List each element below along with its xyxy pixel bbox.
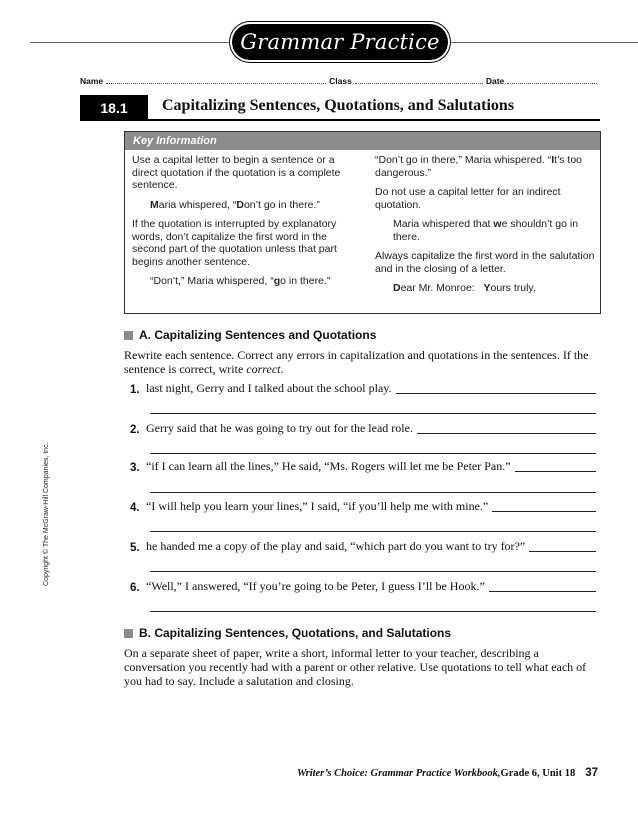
worksheet-banner: Grammar Practice (232, 24, 448, 60)
page-footer (297, 767, 598, 779)
answer-line[interactable] (150, 492, 596, 493)
example-text: Maria whispered that we shouldn’t go in there. (393, 218, 579, 243)
section-b-heading: B. Capitalizing Sentences, Quotations, and Salutations (124, 626, 451, 640)
exercise-item: 2. Gerry said that he was going to try out for the lead role. (130, 420, 596, 436)
rule-text: If the quotation is interrupted by explanatory words, don’t capitalize the first word in the second part of the quotation unless that part begins another sentence. (132, 218, 337, 268)
key-info-right-column (375, 154, 595, 302)
class-label: Class (329, 76, 352, 86)
square-bullet-icon (124, 331, 133, 340)
date-field[interactable] (507, 83, 597, 84)
section-a-instructions: Rewrite each sentence. Correct any errors in capitalization and quotations in the sentences. If the sentence is correct, write correct. (124, 348, 589, 376)
section-a-heading: A. Capitalizing Sentences and Quotations (124, 328, 376, 342)
exercise-item: 1. last night, Gerry and I talked about the school play. (130, 380, 596, 396)
lesson-number: 18.1 (80, 95, 148, 121)
student-info-row (80, 72, 600, 86)
answer-line[interactable] (150, 611, 596, 612)
answer-line[interactable] (492, 511, 596, 512)
answer-line[interactable] (150, 571, 596, 572)
book-title: Writer’s Choice: Grammar Practice Workbook, (297, 768, 501, 779)
lesson-header (80, 95, 600, 121)
example-text: Dear Mr. Monroe: Yours truly, (393, 282, 536, 294)
grade-unit: Grade 6, Unit 18 (500, 768, 576, 779)
class-field[interactable] (355, 83, 483, 84)
exercise-item: 5. he handed me a copy of the play and said, “which part do you want to try for?” (130, 538, 596, 554)
answer-line[interactable] (529, 551, 596, 552)
example-text: “Don’t go in there,” Maria whispered. “It’s too dangerous.” (375, 154, 582, 179)
name-field[interactable] (106, 83, 326, 84)
key-information-heading: Key Information (125, 132, 600, 150)
name-label: Name (80, 76, 104, 86)
key-information-box (124, 131, 601, 314)
exercise-item: 6. “Well,” I answered, “If you’re going to be Peter, I guess I’ll be Hook.” (130, 578, 596, 594)
example-text: Maria whispered, “Don’t go in there.” (150, 198, 320, 211)
answer-line[interactable] (150, 453, 596, 454)
answer-line[interactable] (489, 591, 596, 592)
example-text: “Don’t,” Maria whispered, “go in there.” (150, 275, 331, 287)
copyright-notice: Copyright © The McGraw-Hill Companies, Inc. (43, 442, 50, 586)
page-number: 37 (585, 767, 598, 779)
rule-text: Always capitalize the first word in the salutation and in the closing of a letter. (375, 250, 595, 275)
rule-text: Do not use a capital letter for an indirect quotation. (375, 186, 561, 211)
lesson-title: Capitalizing Sentences, Quotations, and Salutations (162, 97, 515, 114)
rule-text: Use a capital letter to begin a sentence or a direct quotation if the quotation is a complete sentence. (132, 154, 341, 191)
date-label: Date (485, 76, 505, 86)
key-info-left-column (132, 154, 357, 295)
square-bullet-icon (124, 629, 133, 638)
answer-line[interactable] (417, 433, 596, 434)
answer-line[interactable] (150, 531, 596, 532)
exercise-item: 3. “if I can learn all the lines,” He said, “Ms. Rogers will let me be Peter Pan.” (130, 458, 596, 474)
answer-line[interactable] (150, 413, 596, 414)
exercise-item: 4. “I will help you learn your lines,” I said, “if you’ll help me with mine.” (130, 498, 596, 514)
section-b-instructions: On a separate sheet of paper, write a short, informal letter to your teacher, describing a conversation you recently had with a parent or other relative. Use quotations to tell what each of you had to say. Include a salutation and closing. (124, 646, 587, 688)
answer-line[interactable] (396, 393, 597, 394)
answer-line[interactable] (515, 471, 596, 472)
